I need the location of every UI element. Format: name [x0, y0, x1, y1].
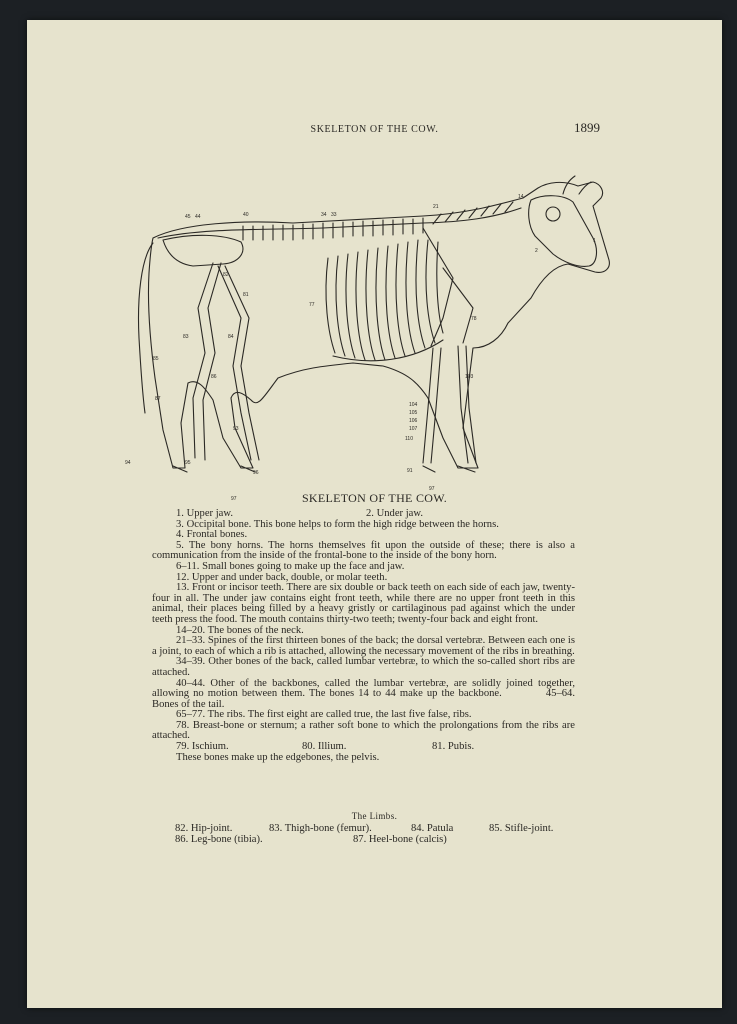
legend-item: 4. Frontal bones. [176, 529, 248, 541]
callout-label: 105 [409, 410, 418, 416]
callout-label: 44 [195, 214, 201, 220]
legend-item: 1. Upper jaw. [176, 508, 233, 519]
callout-label: 97 [231, 496, 237, 502]
callout-label: 86 [211, 374, 217, 380]
fore-leg-bones [423, 228, 476, 463]
cow-skeleton-illustration [123, 168, 613, 503]
legend-row [175, 834, 595, 845]
legend-item-text: 45–64. Bones of the tail. [152, 688, 575, 710]
legend-item: 84. Patula [411, 823, 454, 834]
legend-item: 13. Front or incisor teeth. There are six double or back teeth on each side of each jaw, twenty-four in all. The under jaw contains eight front teeth, while there are no upper front teeth in this animal, their places being filled by a heavy gristly or cartilaginous pad against which the under teeth press the food. The mouth contains thirty-two teeth; twenty-four back and eight front. [152, 582, 575, 625]
legend-item: 34–39. Other bones of the back, called lumbar vertebræ, to which the so-called short ribs are attached. [152, 656, 575, 678]
vertebrae [243, 202, 513, 240]
rib-cage [326, 240, 443, 361]
limbs-legend [175, 823, 595, 845]
legend-item: 80. Illium. [302, 741, 347, 753]
legend-item: 2. Under jaw. [366, 508, 423, 519]
callout-label: 82 [223, 272, 229, 278]
legend-item: 3. Occipital bone. This bone helps to form the high ridge between the horns. [176, 518, 499, 530]
callout-label: 107 [409, 426, 418, 432]
figure-caption: SKELETON OF THE COW. [301, 491, 448, 505]
callout-label: 93 [233, 426, 239, 432]
callout-label: 96 [253, 470, 259, 476]
legend-item: 21–33. Spines of the first thirteen bones of the back; the dorsal vertebræ. Between each one is a joint, to each of which a rib is attached, allowing the necessary movement of the ribs in breathing. [152, 635, 575, 657]
limbs-heading: The Limbs. [351, 811, 398, 821]
callout-label: 14 [518, 194, 524, 200]
callout-label: 106 [409, 418, 418, 424]
legend-item-text: 40–44. Other of the backbones, called the lumbar vertebræ, are solidly joined together, allowing no motion between them. The bones 14 to 44 make up the backbone. [152, 677, 575, 700]
legend-item: 86. Leg-bone (tibia). [175, 834, 263, 845]
legend-item: 12. Upper and under back, double, or molar teeth. [176, 571, 388, 583]
callout-label: 95 [185, 460, 191, 466]
callout-label: 103 [465, 374, 474, 380]
legend-item: 87. Heel-bone (calcis) [353, 834, 447, 845]
legend-item [152, 679, 575, 711]
callout-label: 45 [185, 214, 191, 220]
callout-label: 83 [183, 334, 189, 340]
callout-label: 1 [593, 238, 596, 244]
callout-label: 21 [433, 204, 439, 210]
callout-label: 110 [405, 436, 413, 442]
callout-label: 91 [407, 468, 413, 474]
hind-leg-bones [193, 263, 259, 460]
pelvis [163, 235, 243, 266]
legend-item: 6–11. Small bones going to make up the face and jaw. [176, 560, 405, 572]
callout-label: 85 [153, 356, 159, 362]
callout-label: 84 [228, 334, 234, 340]
callout-label: 78 [471, 316, 477, 322]
eye-socket [546, 207, 560, 221]
callout-label: 87 [155, 396, 161, 402]
legend-item: 14–20. The bones of the neck. [176, 624, 304, 636]
callout-label: 40 [243, 212, 249, 218]
callout-label: 104 [409, 402, 418, 408]
legend-item: 85. Stifle-joint. [489, 823, 554, 834]
callout-label: 97 [429, 486, 435, 492]
callout-label: 2 [535, 248, 538, 254]
legend-item: 79. Ischium. [176, 741, 229, 753]
callout-label: 81 [243, 292, 249, 298]
legend-text [152, 509, 575, 763]
horn [563, 176, 591, 194]
legend-item: 78. Breast-bone or sternum; a rather soft bone to which the prolongations from the ribs are attached. [152, 719, 575, 742]
legend-item: 81. Pubis. [432, 741, 475, 753]
callout-label: 77 [309, 302, 315, 308]
legend-row [175, 823, 595, 834]
callout-label: 34 [321, 212, 327, 218]
spine [158, 208, 521, 238]
book-page [27, 20, 722, 1008]
hooves [173, 466, 475, 472]
legend-item: 83. Thigh-bone (femur). [269, 823, 372, 834]
page-number: 1899 [574, 120, 600, 135]
legend-row [152, 509, 575, 520]
skull [529, 196, 597, 267]
running-head: SKELETON OF THE COW. [310, 124, 439, 135]
callout-label: 33 [331, 212, 337, 218]
legend-item: 5. The bony horns. The horns themselves fit upon the outside of these; there is also a communication from the inside of the frontal-bone to the inside of the bony horn. [152, 539, 575, 562]
legend-item: 82. Hip-joint. [175, 823, 233, 834]
legend-note: These bones make up the edgebones, the pelvis. [176, 751, 380, 763]
legend-item: 65–77. The ribs. The first eight are called true, the last five false, ribs. [176, 709, 472, 721]
tail [139, 243, 153, 413]
callout-label: 94 [125, 460, 131, 466]
